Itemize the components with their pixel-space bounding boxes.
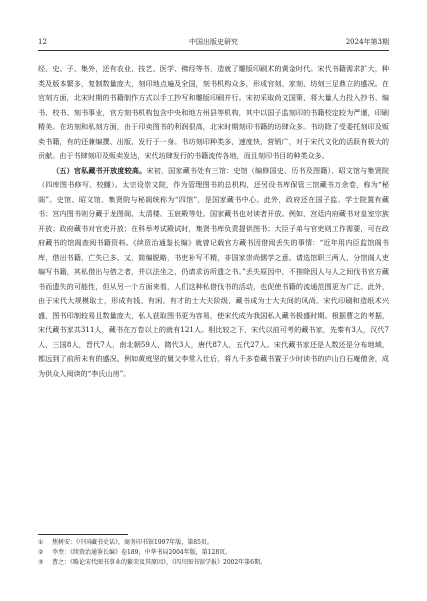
running-header (38, 36, 389, 48)
footnote (38, 558, 389, 568)
footnote-text: 李焘：《续资治通鉴长编》卷189，中华书局2004年版，第128页。 (52, 549, 232, 556)
section-heading: （五）官私藏书开放度较高。 (52, 165, 147, 175)
section-paragraph (38, 164, 389, 382)
footnote (38, 548, 389, 558)
body-text (38, 62, 389, 381)
footnote-mark: ③ (38, 559, 44, 566)
footnote-mark: ① (38, 539, 44, 546)
page-number: 12 (38, 38, 47, 46)
issue-number: 2024年第3期 (345, 38, 389, 46)
footnote (38, 538, 389, 548)
journal-title: 中国出版史研究 (189, 38, 238, 46)
footnote-text: 曹之：《略论宋代图书事业的繁荣及其原因》，《四川图书馆学报》2002年第6期。 (52, 559, 267, 566)
footnote-mark: ② (38, 549, 44, 556)
footnote-text: 焦树安：《中国藏书史话》，商务印书馆1997年版，第85页。 (52, 539, 213, 546)
paragraph: 经、史、子、集外，还有农业、技艺、医学、佛经等书，造就了雕版印刷术的黄金时代。宋代书籍需求扩大，种类及版本繁多，复制数量庞大，刻印地点遍及全国，刻书机构众多，形成官刻、家刻、坊刻三足鼎立的盛况。在官刻方面，北宋时期的书籍制作方式以手工抄写和雕版印刷并行。宋初采取尚文国策，将大量人力投入抄书、编书、校书、刻书事业，官方刻书机构包含中央和地方州县等机构，其中以国子监刻印的书籍校定较为严谨，印刷精美。在坊刻和私刻方面，由于印卖图书的利润很高，北宋时期刻印书籍的坊肆众多。书坊除了受委托刻印及贩卖书籍，有的还兼编撰、出版、发行于一身。书坊刻印种类多，速度快，营销广，对于宋代文化的活跃有极大的贡献。由于书肆刻印及贩卖发达，宋代坊肆发行的书籍流传各地，而且刻印书目的种类众多。 (38, 64, 389, 160)
header-rule (38, 50, 389, 51)
footnotes (38, 538, 389, 568)
footnote-rule (38, 534, 128, 535)
section-text: 宋初，国家藏书处有三馆：史馆（编修国史、历书及图籍）、昭文馆与集贤院（四库图书修写、校雠）。太宗设崇文院，作为管理图书的总机构，还另设书库保管三馆藏书万余卷，称为“秘阁”。史馆、昭文馆、集贤院与秘阁统称为“四馆”，是国家藏书中心。此外，政府还在国子监、学士院置有藏书；宫内图书则分藏于龙图阁、太清楼、玉宸殿等处。国家藏书也对读者开放。例如，宫廷内府藏书对皇室宗族开放；政府藏书对官吏开放；在科举考试殿试时，集贤书库负责提供图书；大臣子弟与官吏则工作需要，可在政府藏书的馆阁查阅书籍资料。《续资治通鉴长编》就曾记载官方藏书因借阅丢失的事情：“近年用内臣监馆阁书库，借出书籍，亡失已多。又，简编脱略，书吏补写不精，非国家崇尚儒学之意。请选馆职三两人，分馆阁人吏编写书籍，其私借出与借之者，并以法坐之，仍请求访所遗之书。”丢失原因中，不排除因人与人之间伐书官方藏书而遗失的可能性，但从另一个方面来看，人们这种私借伐书的活动，也促使书籍的流通范围更为广泛。此外，由于宋代大规模取士，形成有钱、有闲、有才的士大夫阶级，藏书成为士大夫间的风尚。宋代印刷和造纸术兴盛，图书印制较易且数量庞大，私人获取图书更为容易，使宋代成为我国私人藏书极盛时期。根据曹之的考据，宋代藏书家共311人，藏书在万卷以上的就有121人。相比较之下，宋代以前可考的藏书家，先秦有3人，汉代7人，三国8人，晋代7人，南北朝59人，隋代3人，唐代87人，五代27人。宋代藏书家还是人数还是分布地域，都远到了前所未有的盛况。例如黄庭坚的舅父李常入仕后，将九千多卷藏书置于少时读书的庐山白石庵僧舍，成为供众人阅读的“李氏山房”。 (38, 165, 389, 378)
